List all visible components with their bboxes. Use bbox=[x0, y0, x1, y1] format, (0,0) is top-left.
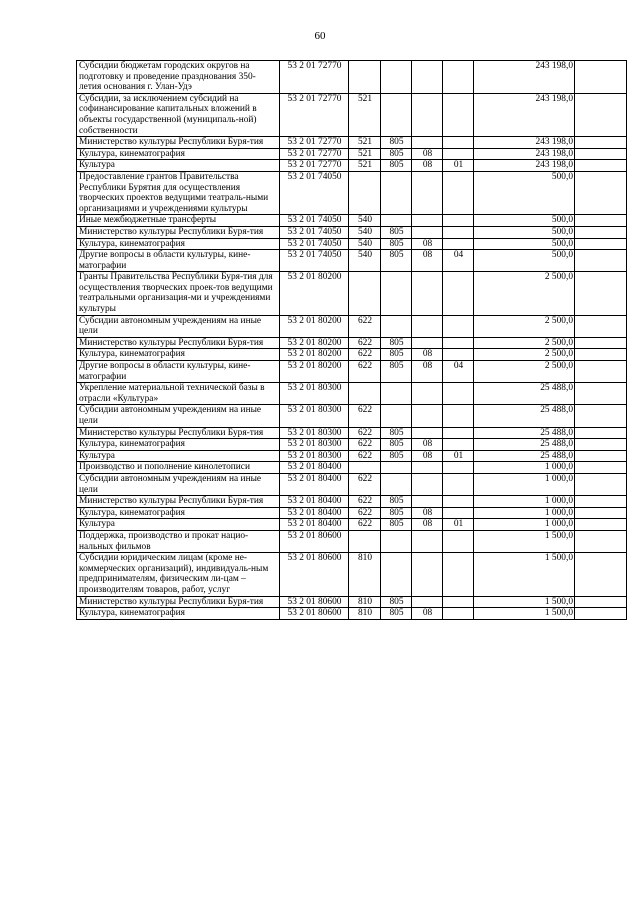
section-code: 08 bbox=[412, 148, 443, 160]
expense-type-code bbox=[349, 272, 381, 315]
empty-cell bbox=[575, 439, 627, 451]
section-code: 08 bbox=[412, 519, 443, 531]
subsection-code bbox=[443, 93, 474, 136]
section-code bbox=[412, 93, 443, 136]
ministry-code bbox=[381, 383, 412, 405]
target-article-code: 53 2 01 80600 bbox=[280, 596, 349, 608]
target-article-code: 53 2 01 80600 bbox=[280, 530, 349, 552]
amount: 1 500,0 bbox=[474, 596, 575, 608]
target-article-code: 53 2 01 80600 bbox=[280, 608, 349, 620]
empty-cell bbox=[575, 337, 627, 349]
empty-cell bbox=[575, 608, 627, 620]
amount: 1 000,0 bbox=[474, 473, 575, 495]
subsection-code bbox=[443, 496, 474, 508]
amount: 2 500,0 bbox=[474, 315, 575, 337]
target-article-code: 53 2 01 80200 bbox=[280, 272, 349, 315]
subsection-code bbox=[443, 61, 474, 94]
subsection-code bbox=[443, 608, 474, 620]
ministry-code bbox=[381, 93, 412, 136]
section-code: 08 bbox=[412, 250, 443, 272]
target-article-code: 53 2 01 80200 bbox=[280, 349, 349, 361]
subsection-code bbox=[443, 238, 474, 250]
table-row bbox=[77, 439, 627, 451]
empty-cell bbox=[575, 148, 627, 160]
expense-type-code: 622 bbox=[349, 439, 381, 451]
empty-cell bbox=[575, 530, 627, 552]
section-code bbox=[412, 226, 443, 238]
expense-type-code bbox=[349, 61, 381, 94]
subsection-code bbox=[443, 148, 474, 160]
expense-type-code bbox=[349, 171, 381, 214]
subsection-code bbox=[443, 272, 474, 315]
row-name: Культура bbox=[77, 450, 280, 462]
section-code bbox=[412, 61, 443, 94]
subsection-code bbox=[443, 507, 474, 519]
row-name: Культура bbox=[77, 160, 280, 172]
table-row bbox=[77, 383, 627, 405]
ministry-code bbox=[381, 171, 412, 214]
section-code bbox=[412, 473, 443, 495]
amount: 25 488,0 bbox=[474, 439, 575, 451]
expense-type-code: 540 bbox=[349, 250, 381, 272]
target-article-code: 53 2 01 80300 bbox=[280, 439, 349, 451]
expense-type-code: 521 bbox=[349, 137, 381, 149]
table-row bbox=[77, 238, 627, 250]
section-code: 08 bbox=[412, 361, 443, 383]
expense-type-code bbox=[349, 383, 381, 405]
target-article-code: 53 2 01 74050 bbox=[280, 238, 349, 250]
table-row bbox=[77, 596, 627, 608]
ministry-code: 805 bbox=[381, 137, 412, 149]
amount: 1 500,0 bbox=[474, 553, 575, 596]
amount: 500,0 bbox=[474, 171, 575, 214]
empty-cell bbox=[575, 462, 627, 474]
amount: 1 500,0 bbox=[474, 530, 575, 552]
ministry-code: 805 bbox=[381, 507, 412, 519]
expense-type-code: 540 bbox=[349, 238, 381, 250]
amount: 243 198,0 bbox=[474, 137, 575, 149]
expense-type-code: 622 bbox=[349, 496, 381, 508]
ministry-code bbox=[381, 61, 412, 94]
amount: 2 500,0 bbox=[474, 349, 575, 361]
subsection-code bbox=[443, 473, 474, 495]
table-row bbox=[77, 427, 627, 439]
section-code: 08 bbox=[412, 507, 443, 519]
section-code bbox=[412, 596, 443, 608]
subsection-code: 04 bbox=[443, 361, 474, 383]
subsection-code bbox=[443, 427, 474, 439]
amount: 243 198,0 bbox=[474, 93, 575, 136]
ministry-code bbox=[381, 462, 412, 474]
empty-cell bbox=[575, 361, 627, 383]
target-article-code: 53 2 01 80400 bbox=[280, 462, 349, 474]
amount: 2 500,0 bbox=[474, 361, 575, 383]
table-row bbox=[77, 61, 627, 94]
row-name: Культура, кинематография bbox=[77, 507, 280, 519]
table-row bbox=[77, 496, 627, 508]
subsection-code: 01 bbox=[443, 160, 474, 172]
expense-type-code: 521 bbox=[349, 160, 381, 172]
section-code: 08 bbox=[412, 160, 443, 172]
expense-type-code: 622 bbox=[349, 507, 381, 519]
subsection-code bbox=[443, 137, 474, 149]
section-code bbox=[412, 171, 443, 214]
row-name: Министерство культуры Республики Буря-тия bbox=[77, 137, 280, 149]
empty-cell bbox=[575, 519, 627, 531]
amount: 500,0 bbox=[474, 215, 575, 227]
subsection-code bbox=[443, 383, 474, 405]
ministry-code: 805 bbox=[381, 439, 412, 451]
empty-cell bbox=[575, 315, 627, 337]
ministry-code: 805 bbox=[381, 596, 412, 608]
row-name: Субсидии автономным учреждениям на иные цели bbox=[77, 405, 280, 427]
target-article-code: 53 2 01 80400 bbox=[280, 473, 349, 495]
expense-type-code: 622 bbox=[349, 361, 381, 383]
subsection-code: 04 bbox=[443, 250, 474, 272]
ministry-code: 805 bbox=[381, 608, 412, 620]
row-name: Министерство культуры Республики Буря-тия bbox=[77, 427, 280, 439]
amount: 1 000,0 bbox=[474, 496, 575, 508]
section-code bbox=[412, 405, 443, 427]
amount: 500,0 bbox=[474, 250, 575, 272]
target-article-code: 53 2 01 72770 bbox=[280, 93, 349, 136]
amount: 1 500,0 bbox=[474, 608, 575, 620]
table-row bbox=[77, 337, 627, 349]
expense-type-code: 810 bbox=[349, 608, 381, 620]
empty-cell bbox=[575, 272, 627, 315]
section-code bbox=[412, 337, 443, 349]
section-code bbox=[412, 215, 443, 227]
expense-type-code: 810 bbox=[349, 553, 381, 596]
table-row bbox=[77, 171, 627, 214]
expense-type-code: 622 bbox=[349, 405, 381, 427]
section-code: 08 bbox=[412, 439, 443, 451]
table-row bbox=[77, 462, 627, 474]
row-name: Культура bbox=[77, 519, 280, 531]
table-row bbox=[77, 553, 627, 596]
row-name: Предоставление грантов Правительства Республики Бурятия для осуществления творческих проектов ведущими театраль-ными организациями и учреждениями культуры bbox=[77, 171, 280, 214]
target-article-code: 53 2 01 80200 bbox=[280, 315, 349, 337]
section-code: 08 bbox=[412, 349, 443, 361]
empty-cell bbox=[575, 450, 627, 462]
subsection-code bbox=[443, 215, 474, 227]
target-article-code: 53 2 01 74050 bbox=[280, 250, 349, 272]
subsection-code bbox=[443, 439, 474, 451]
ministry-code: 805 bbox=[381, 238, 412, 250]
table-row bbox=[77, 272, 627, 315]
expense-type-code: 622 bbox=[349, 427, 381, 439]
row-name: Гранты Правительства Республики Буря-тия для осуществления творческих проек-тов ведущими театральными организация-ми и учреждениями культуры bbox=[77, 272, 280, 315]
section-code: 08 bbox=[412, 238, 443, 250]
empty-cell bbox=[575, 160, 627, 172]
section-code: 08 bbox=[412, 608, 443, 620]
ministry-code: 805 bbox=[381, 148, 412, 160]
table-row bbox=[77, 405, 627, 427]
subsection-code bbox=[443, 405, 474, 427]
ministry-code bbox=[381, 405, 412, 427]
row-name: Укрепление материальной технической базы в отрасли «Культура» bbox=[77, 383, 280, 405]
amount: 500,0 bbox=[474, 226, 575, 238]
row-name: Субсидии бюджетам городских округов на подготовку и проведение празднования 350-летия основания г. Улан-Удэ bbox=[77, 61, 280, 94]
ministry-code: 805 bbox=[381, 349, 412, 361]
expense-type-code: 540 bbox=[349, 226, 381, 238]
table-row bbox=[77, 349, 627, 361]
target-article-code: 53 2 01 80400 bbox=[280, 519, 349, 531]
row-name: Культура, кинематография bbox=[77, 608, 280, 620]
amount: 1 000,0 bbox=[474, 462, 575, 474]
subsection-code bbox=[443, 553, 474, 596]
row-name: Культура, кинематография bbox=[77, 439, 280, 451]
target-article-code: 53 2 01 80300 bbox=[280, 405, 349, 427]
row-name: Субсидии автономным учреждениям на иные цели bbox=[77, 315, 280, 337]
ministry-code: 805 bbox=[381, 496, 412, 508]
empty-cell bbox=[575, 473, 627, 495]
empty-cell bbox=[575, 405, 627, 427]
target-article-code: 53 2 01 80600 bbox=[280, 553, 349, 596]
ministry-code bbox=[381, 215, 412, 227]
subsection-code bbox=[443, 315, 474, 337]
ministry-code: 805 bbox=[381, 250, 412, 272]
subsection-code bbox=[443, 462, 474, 474]
section-code bbox=[412, 462, 443, 474]
table-row bbox=[77, 137, 627, 149]
ministry-code: 805 bbox=[381, 361, 412, 383]
target-article-code: 53 2 01 80300 bbox=[280, 427, 349, 439]
ministry-code: 805 bbox=[381, 226, 412, 238]
amount: 25 488,0 bbox=[474, 383, 575, 405]
row-name: Поддержка, производство и прокат нацио-нальных фильмов bbox=[77, 530, 280, 552]
expense-type-code: 810 bbox=[349, 596, 381, 608]
section-code bbox=[412, 272, 443, 315]
ministry-code: 805 bbox=[381, 450, 412, 462]
row-name: Министерство культуры Республики Буря-тия bbox=[77, 496, 280, 508]
row-name: Культура, кинематография bbox=[77, 238, 280, 250]
empty-cell bbox=[575, 93, 627, 136]
target-article-code: 53 2 01 72770 bbox=[280, 137, 349, 149]
budget-table bbox=[76, 60, 627, 620]
empty-cell bbox=[575, 61, 627, 94]
row-name: Культура, кинематография bbox=[77, 148, 280, 160]
section-code bbox=[412, 315, 443, 337]
expense-type-code: 622 bbox=[349, 450, 381, 462]
empty-cell bbox=[575, 137, 627, 149]
amount: 25 488,0 bbox=[474, 450, 575, 462]
section-code: 08 bbox=[412, 450, 443, 462]
amount: 243 198,0 bbox=[474, 160, 575, 172]
row-name: Министерство культуры Республики Буря-тия bbox=[77, 337, 280, 349]
table-row bbox=[77, 226, 627, 238]
target-article-code: 53 2 01 80200 bbox=[280, 337, 349, 349]
table-row bbox=[77, 315, 627, 337]
row-name: Иные межбюджетные трансферты bbox=[77, 215, 280, 227]
amount: 1 000,0 bbox=[474, 519, 575, 531]
amount: 25 488,0 bbox=[474, 405, 575, 427]
table-row bbox=[77, 519, 627, 531]
empty-cell bbox=[575, 238, 627, 250]
ministry-code bbox=[381, 315, 412, 337]
row-name: Другие вопросы в области культуры, кине-матографии bbox=[77, 250, 280, 272]
ministry-code bbox=[381, 272, 412, 315]
empty-cell bbox=[575, 507, 627, 519]
expense-type-code bbox=[349, 462, 381, 474]
empty-cell bbox=[575, 250, 627, 272]
ministry-code: 805 bbox=[381, 160, 412, 172]
subsection-code: 01 bbox=[443, 450, 474, 462]
table-row bbox=[77, 148, 627, 160]
row-name: Другие вопросы в области культуры, кине-матографии bbox=[77, 361, 280, 383]
table-row bbox=[77, 250, 627, 272]
expense-type-code: 622 bbox=[349, 337, 381, 349]
row-name: Министерство культуры Республики Буря-тия bbox=[77, 226, 280, 238]
amount: 243 198,0 bbox=[474, 148, 575, 160]
ministry-code: 805 bbox=[381, 519, 412, 531]
subsection-code bbox=[443, 337, 474, 349]
page-number: 60 bbox=[314, 30, 326, 42]
empty-cell bbox=[575, 596, 627, 608]
row-name: Производство и пополнение кинолетописи bbox=[77, 462, 280, 474]
amount: 25 488,0 bbox=[474, 427, 575, 439]
amount: 1 000,0 bbox=[474, 507, 575, 519]
budget-table-body bbox=[77, 61, 627, 620]
row-name: Субсидии автономным учреждениям на иные цели bbox=[77, 473, 280, 495]
expense-type-code: 622 bbox=[349, 315, 381, 337]
subsection-code: 01 bbox=[443, 519, 474, 531]
row-name: Министерство культуры Республики Буря-тия bbox=[77, 596, 280, 608]
ministry-code bbox=[381, 530, 412, 552]
amount: 500,0 bbox=[474, 238, 575, 250]
target-article-code: 53 2 01 80400 bbox=[280, 496, 349, 508]
amount: 2 500,0 bbox=[474, 337, 575, 349]
section-code bbox=[412, 530, 443, 552]
empty-cell bbox=[575, 215, 627, 227]
ministry-code bbox=[381, 473, 412, 495]
amount: 243 198,0 bbox=[474, 61, 575, 94]
subsection-code bbox=[443, 530, 474, 552]
target-article-code: 53 2 01 74050 bbox=[280, 171, 349, 214]
row-name: Субсидии юридическим лицам (кроме не-коммерческих организаций), индивидуаль-ным предпринимателям, физическим ли-цам – производителям товаров, работ, услуг bbox=[77, 553, 280, 596]
subsection-code bbox=[443, 171, 474, 214]
table-row bbox=[77, 530, 627, 552]
target-article-code: 53 2 01 72770 bbox=[280, 160, 349, 172]
expense-type-code: 622 bbox=[349, 519, 381, 531]
table-row bbox=[77, 608, 627, 620]
empty-cell bbox=[575, 383, 627, 405]
ministry-code bbox=[381, 553, 412, 596]
ministry-code: 805 bbox=[381, 337, 412, 349]
target-article-code: 53 2 01 72770 bbox=[280, 148, 349, 160]
target-article-code: 53 2 01 72770 bbox=[280, 61, 349, 94]
target-article-code: 53 2 01 74050 bbox=[280, 215, 349, 227]
section-code bbox=[412, 553, 443, 596]
empty-cell bbox=[575, 496, 627, 508]
empty-cell bbox=[575, 171, 627, 214]
section-code bbox=[412, 137, 443, 149]
subsection-code bbox=[443, 596, 474, 608]
table-row bbox=[77, 215, 627, 227]
expense-type-code: 521 bbox=[349, 148, 381, 160]
row-name: Культура, кинематография bbox=[77, 349, 280, 361]
table-row bbox=[77, 473, 627, 495]
empty-cell bbox=[575, 349, 627, 361]
section-code bbox=[412, 427, 443, 439]
subsection-code bbox=[443, 226, 474, 238]
empty-cell bbox=[575, 553, 627, 596]
table-row bbox=[77, 160, 627, 172]
empty-cell bbox=[575, 226, 627, 238]
target-article-code: 53 2 01 80300 bbox=[280, 383, 349, 405]
expense-type-code: 540 bbox=[349, 215, 381, 227]
target-article-code: 53 2 01 80300 bbox=[280, 450, 349, 462]
row-name: Субсидии, за исключением субсидий на софинансирование капитальных вложений в объекты государственной (муниципаль-ной) собственности bbox=[77, 93, 280, 136]
section-code bbox=[412, 496, 443, 508]
table-row bbox=[77, 450, 627, 462]
ministry-code: 805 bbox=[381, 427, 412, 439]
subsection-code bbox=[443, 349, 474, 361]
section-code bbox=[412, 383, 443, 405]
table-row bbox=[77, 93, 627, 136]
target-article-code: 53 2 01 74050 bbox=[280, 226, 349, 238]
target-article-code: 53 2 01 80200 bbox=[280, 361, 349, 383]
amount: 2 500,0 bbox=[474, 272, 575, 315]
empty-cell bbox=[575, 427, 627, 439]
expense-type-code: 622 bbox=[349, 473, 381, 495]
expense-type-code bbox=[349, 530, 381, 552]
expense-type-code: 622 bbox=[349, 349, 381, 361]
target-article-code: 53 2 01 80400 bbox=[280, 507, 349, 519]
expense-type-code: 521 bbox=[349, 93, 381, 136]
table-row bbox=[77, 507, 627, 519]
table-row bbox=[77, 361, 627, 383]
